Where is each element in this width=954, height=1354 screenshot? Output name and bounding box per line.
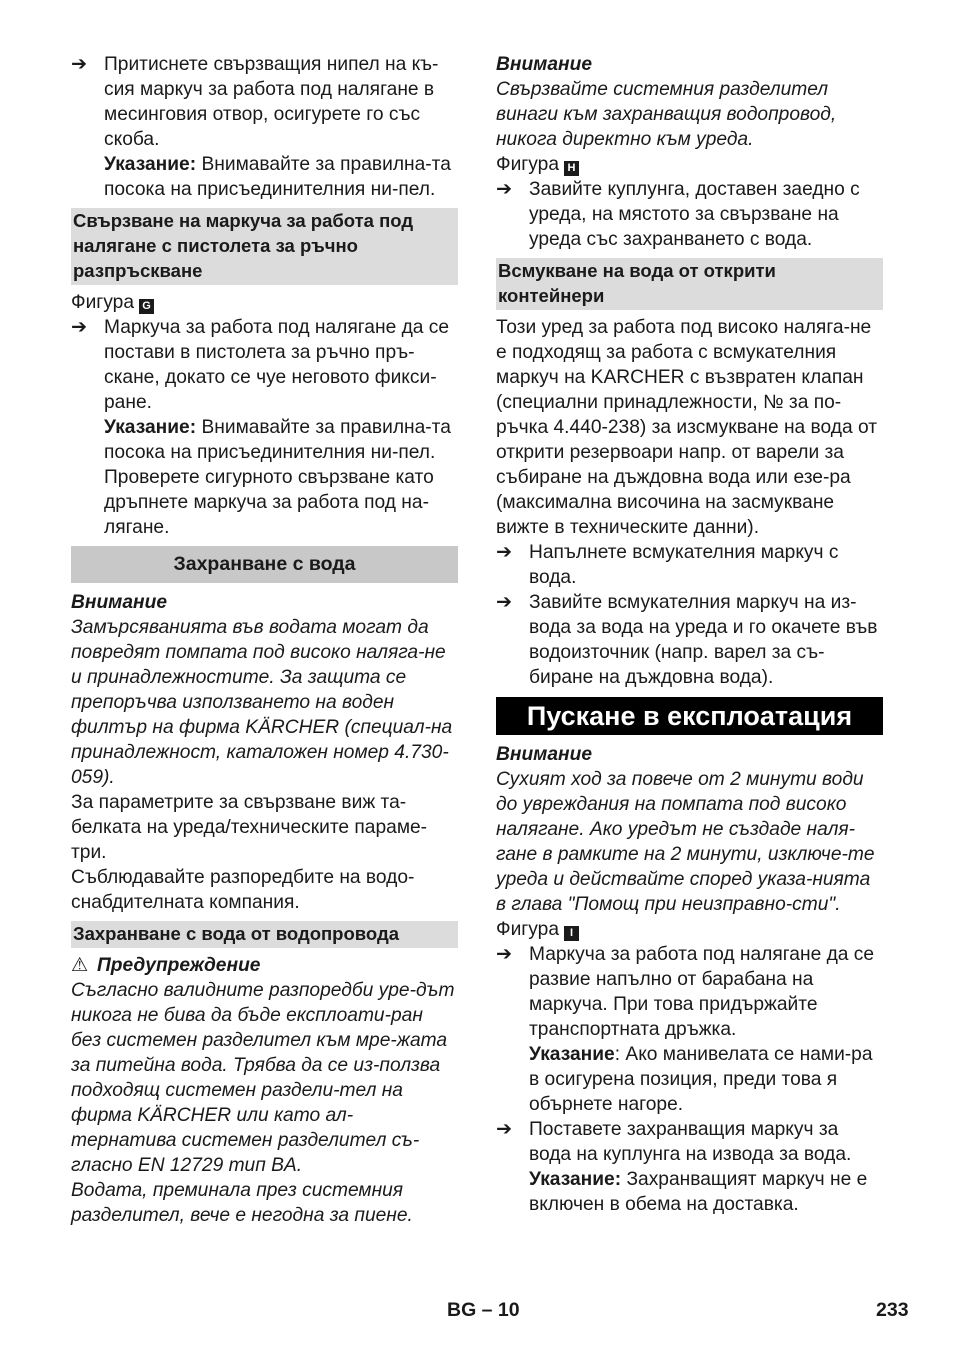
paragraph-connection-params: За параметрите за свързване виж та-белката на уреда/техническите параме-три. xyxy=(71,792,428,863)
note-text: Внимавайте за правилна-та посока на присъединителния ни-пел. xyxy=(104,417,451,463)
warning-text: Съгласно валидните разпоредби уре-дът никога не бива да бъде експлоати-ран без системен разделител към мре-жата за питейна вода. Трябва да се из-ползва подходящ системен раздели-тел на фирма KÄRCHER или като ал-тернатива системен разделител съ-гласно EN 12729 тип BA. xyxy=(71,980,455,1176)
left-column xyxy=(71,52,458,1228)
page-code: BG – 10 xyxy=(447,1299,520,1321)
bullet-unwind-hose xyxy=(496,942,883,1117)
figure-ref: Фигура H xyxy=(496,152,883,177)
note xyxy=(529,1167,883,1217)
attention-title: Внимание xyxy=(496,54,593,75)
bullet-text: Завийте куплунга, доставен заедно с уреда, на мястото за свързване на уреда със захранването с вода. xyxy=(529,179,860,250)
bullet-text: Завийте всмукателния маркуч на из-вода за вода на уреда и го окачете във водоизточник (напр. варел за съ-биране на дъждовна вода). xyxy=(529,592,878,688)
warning-title: ⚠ Предупреждение xyxy=(71,955,261,976)
bullet-fill-suction-hose xyxy=(496,540,883,590)
figure-ref: Фигура I xyxy=(496,917,883,942)
paragraph-regulations: Съблюдавайте разпоредбите на водо-снабдителната компания. xyxy=(71,867,415,913)
chapter-heading-start-up: Пускане в експлоатация xyxy=(496,697,883,735)
attention-text: Замърсяванията във водата могат да повредят помпата под високо наляга-не и принадлежностите. За защита се препоръчва използването на воден филтър на фирма KÄRCHER (специал-на принадлежност, каталожен номер 4.730-059). xyxy=(71,617,453,788)
attention-title: Внимание xyxy=(71,592,168,613)
note-label: Указание: xyxy=(529,1169,622,1190)
warning-text-2: Водата, преминала през системния разделител, вече е негодна за пиене. xyxy=(71,1180,413,1226)
note-text: : Ако манивелата се нами-ра в осигурена позиция, преди това я обърнете нагоре. xyxy=(529,1044,873,1115)
bullet-press-nipple xyxy=(71,52,458,202)
figure-ref: Фигура G xyxy=(71,290,458,315)
right-column xyxy=(496,52,883,1217)
arrow-icon: ➔ xyxy=(496,542,513,563)
bullet-text: Напълнете всмукателния маркуч с вода. xyxy=(529,542,839,588)
arrow-icon: ➔ xyxy=(496,179,513,200)
bullet-text: Притиснете свързващия нипел на къ-сия маркуч за работа под налягане в месинговия отвор, осигурете го със скоба. xyxy=(104,54,439,150)
note xyxy=(104,415,458,465)
arrow-icon: ➔ xyxy=(496,1119,513,1140)
figure-letter-icon: G xyxy=(139,299,154,314)
note-text: Внимавайте за правилна-та посока на присъединителния ни-пел. xyxy=(104,154,451,200)
arrow-icon: ➔ xyxy=(71,317,88,338)
subsection-heading-hose-gun: Свързване на маркуча за работа под налягане с пистолета за ръчно разпръскване xyxy=(71,208,458,285)
figure-letter-icon: I xyxy=(564,926,579,941)
note xyxy=(529,1042,883,1117)
page-number: 233 xyxy=(876,1299,909,1321)
note xyxy=(104,152,458,202)
bullet-text: Маркуча за работа под налягане да се развие напълно от барабана на маркуча. При това придържайте транспортната дръжка. xyxy=(529,944,875,1040)
arrow-icon: ➔ xyxy=(496,944,513,965)
bullet-attach-suction-hose xyxy=(496,590,883,690)
bullet-text: Поставете захранващия маркуч за вода на куплунга на извода за вода. xyxy=(529,1119,852,1165)
paragraph-suction-hose: Този уред за работа под високо наляга-не е подходящ за работа с всмукателния маркуч на KARCHER с възвратен клапан (специални принадлежности, № за по-ръчка 4.440-238) за изсмукване на вода от открити резервоари напр. от варели за събиране на дъждовна вода или езе-ра (максимална височина на засмукване вижте в техническите данни). xyxy=(496,317,878,538)
bullet-insert-hose xyxy=(71,315,458,540)
attention-title: Внимание xyxy=(496,744,593,765)
note-label: Указание: xyxy=(104,154,197,175)
note-text: Захранващият маркуч не е включен в обема на доставка. xyxy=(529,1169,868,1215)
bullet-screw-coupling xyxy=(496,177,883,252)
section-heading-water-supply: Захранване с вода xyxy=(71,546,458,583)
warning-triangle-icon: ⚠ xyxy=(71,955,89,976)
note-label: Указание: xyxy=(104,417,197,438)
attention-text: Свързвайте системния разделител винаги към захранващия водопровод, никога директно към уреда. xyxy=(496,79,837,150)
subsection-heading-mains-supply: Захранване с вода от водопровода xyxy=(71,921,458,948)
bullet-extra-text: Проверете сигурното свързване като дръпнете маркуча за работа под на-лягане. xyxy=(104,467,434,538)
figure-letter-icon: H xyxy=(564,161,579,176)
note-label: Указание xyxy=(529,1044,615,1065)
bullet-attach-supply-hose xyxy=(496,1117,883,1217)
attention-text: Сухият ход за повече от 2 минути води до увреждания на помпата под високо налягане. Ако уредът не създаде наля-гане в рамките на 2 минути, изключе-те уреда и действайте според указа-нията в глава "Помощ при неизправно-сти". xyxy=(496,769,875,915)
arrow-icon: ➔ xyxy=(71,54,88,75)
subsection-heading-open-containers: Всмукване на вода от открити контейнери xyxy=(496,258,883,310)
arrow-icon: ➔ xyxy=(496,592,513,613)
bullet-text: Маркуча за работа под налягане да се постави в пистолета за ръчно пръ-скане, докато се чуе неговото фикси-ране. xyxy=(104,317,450,413)
